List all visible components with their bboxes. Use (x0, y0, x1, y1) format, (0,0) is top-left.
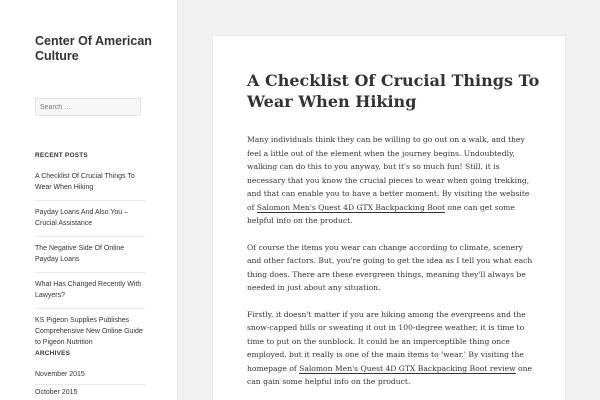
archives-list (35, 369, 145, 400)
article-title[interactable]: A Checklist Of Crucial Things To Wear When Hiking (247, 71, 540, 111)
recent-post-link[interactable]: A Checklist Of Crucial Things To Wear When Hiking (35, 171, 145, 201)
archive-link[interactable]: November 2015 (35, 369, 145, 385)
article-card (213, 36, 565, 400)
paragraph-text: one can get some helpful info on the product. (247, 202, 515, 225)
paragraph-text: Firstly, it doesn't matter if you are hiking among the evergreens and the snow-capped hills or sweating it out in 100-degree weather, it is time to time to put on the sunblock. It could be an imperceptible thing once employed, but it really is one of the main items to 'wear.' By visiting the homepage of (247, 309, 526, 373)
recent-posts-heading: RECENT POSTS (35, 152, 88, 159)
paragraph-text: Many individuals think they can be willing to go out on a walk, and they feel a little out of the element when the journey begins. Undoubtedly, walking can do this to you anyway, but it's so much fun! Still, it is necessary that you know the crucial pieces to wear when going trekking, and that can enable you to have a better moment. By visiting the website of (247, 135, 530, 212)
recent-posts-list (35, 171, 145, 361)
archive-link[interactable]: October 2015 (35, 387, 145, 400)
search-input[interactable] (35, 98, 141, 116)
product-link[interactable]: Salomon Men's Quest 4D GTX Backpacking Boot (256, 202, 445, 212)
recent-post-link[interactable]: What Has Changed Recently With Lawyers? (35, 279, 145, 309)
archives-heading: ARCHIVES (35, 350, 71, 357)
recent-post-link[interactable]: KS Pigeon Supplies Publishes Comprehensive New Online Guide to Pigeon Nutrition (35, 317, 143, 346)
article-paragraph-2: Of course the items you wear can change according to climate, scenery and other factors. But, you're going to get the idea as I tell you what each thing does. There are these evergreen things, meaning they'll always be needed in just about any situation. (247, 242, 533, 292)
recent-post-link[interactable]: The Negative Side Of Online Payday Loans (35, 243, 145, 273)
article-paragraph-3 (247, 308, 535, 389)
sidebar (0, 0, 177, 400)
recent-post-link[interactable]: Payday Loans And Also You – Crucial Assistance (35, 207, 145, 237)
product-review-link[interactable]: Salomon Men's Quest 4D GTX Backpacking Boot review (299, 363, 516, 373)
site-title[interactable]: Center Of American Culture (35, 34, 152, 63)
article-content (247, 133, 535, 400)
paragraph-text: one can gain some helpful info on the product. (247, 363, 532, 386)
article-paragraph-1 (247, 133, 535, 228)
